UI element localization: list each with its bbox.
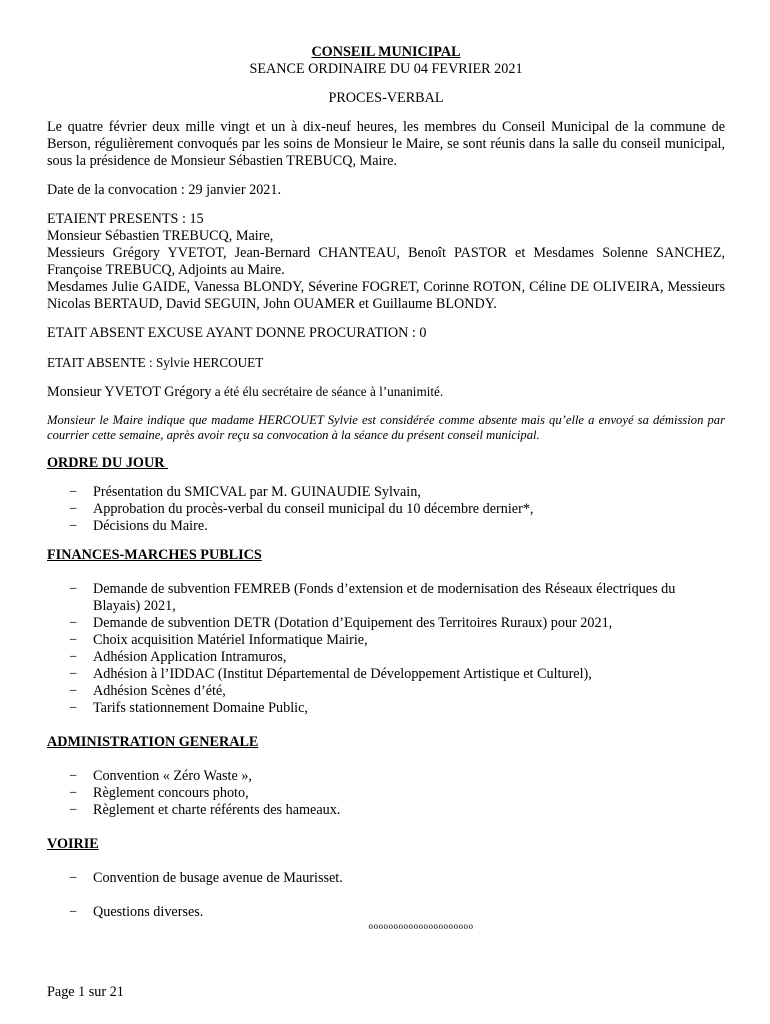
section-heading-voirie: VOIRIE (47, 836, 99, 852)
section-heading-administration: ADMINISTRATION GENERALE (47, 734, 259, 750)
secretaire-text: a été élu secrétaire de séance à l’unanimité. (211, 384, 444, 399)
section-heading-finances: FINANCES-MARCHES PUBLICS (47, 547, 262, 563)
dash-bullet: − (69, 484, 78, 500)
list-item: − Questions diverses. (69, 904, 204, 920)
list-item: − Adhésion Scènes d’été, (69, 683, 226, 699)
ordre-list (47, 484, 725, 535)
list-item: − Approbation du procès-verbal du conseil municipal du 10 décembre dernier*, (69, 501, 534, 517)
dash-bullet: − (69, 518, 78, 534)
dash-bullet: − (69, 615, 78, 631)
absente: ETAIT ABSENTE : Sylvie HERCOUET (47, 355, 264, 370)
dash-bullet: − (69, 904, 78, 920)
doc-type: PROCES-VERBAL (328, 90, 444, 106)
presents-line: Mesdames Julie GAIDE, Vanessa BLONDY, Séverine FOGRET, Corinne ROTON, Céline DE OLIVEIRA, Messieurs Nicolas BERTAUD, David SEGUIN, John OUAMER et Guillaume BLONDY. (47, 279, 725, 312)
section-heading-ordre: ORDRE DU JOUR (47, 455, 168, 471)
presents-line: Monsieur Sébastien TREBUCQ, Maire, (47, 228, 274, 244)
presents-block (47, 211, 725, 313)
presents-heading: ETAIENT PRESENTS : 15 (47, 211, 204, 227)
list-item: − Convention de busage avenue de Maurisset. (69, 870, 343, 886)
document-title: CONSEIL MUNICIPAL (311, 44, 461, 60)
dash-bullet: − (69, 802, 78, 818)
page-number: Page 1 sur 21 (47, 984, 124, 1000)
list-item: − Tarifs stationnement Domaine Public, (69, 700, 308, 716)
list-item: − Choix acquisition Matériel Informatique Mairie, (69, 632, 368, 648)
voirie-list (47, 870, 725, 887)
document-page (47, 44, 725, 931)
maire-note: Monsieur le Maire indique que madame HERCOUET Sylvie est considérée comme absente mais qu’elle a envoyé sa démission par courrier cette semaine, après avoir reçu sa convocation à la séance du présent conseil municipal. (47, 413, 725, 442)
dash-bullet: − (69, 649, 78, 665)
list-item: − Demande de subvention DETR (Dotation d’Equipement des Territoires Ruraux) pour 2021, (69, 615, 613, 631)
presents-line: Messieurs Grégory YVETOT, Jean-Bernard CHANTEAU, Benoît PASTOR et Mesdames Solenne SANCHEZ, Françoise TREBUCQ, Adjoints au Maire. (47, 245, 725, 278)
questions-list (47, 904, 725, 921)
list-item: − Présentation du SMICVAL par M. GUINAUDIE Sylvain, (69, 484, 421, 500)
dash-bullet: − (69, 700, 78, 716)
dash-bullet: − (69, 632, 78, 648)
list-item: − Adhésion à l’IDDAC (Institut Départemental de Développement Artistique et Culturel), (69, 666, 592, 682)
list-item: − Convention « Zéro Waste », (69, 768, 252, 784)
dash-bullet: − (69, 683, 78, 699)
dash-bullet: − (69, 581, 78, 597)
dash-bullet: − (69, 501, 78, 517)
list-item: − Règlement concours photo, (69, 785, 249, 801)
list-item: − Décisions du Maire. (69, 518, 208, 534)
separator-dots: ooooooooooooooooooooo (368, 921, 474, 931)
list-item: − Règlement et charte référents des hameaux. (69, 802, 341, 818)
dash-bullet: − (69, 666, 78, 682)
dash-bullet: − (69, 870, 78, 886)
convocation-date: Date de la convocation : 29 janvier 2021. (47, 182, 282, 198)
dash-bullet: − (69, 785, 78, 801)
intro-paragraph: Le quatre février deux mille vingt et un à dix-neuf heures, les membres du Conseil Municipal de la commune de Berson, régulièrement convoqués par les soins de Monsieur le Maire, se sont réunis dans la salle du conseil municipal, sous la présidence de Monsieur Sébastien TREBUCQ, Maire. (47, 119, 725, 169)
administration-list (47, 768, 725, 819)
secretaire-name: Monsieur YVETOT Grégory (47, 384, 212, 400)
session-subtitle: SEANCE ORDINAIRE DU 04 FEVRIER 2021 (249, 61, 523, 77)
list-item: − Adhésion Application Intramuros, (69, 649, 287, 665)
secretaire-line (47, 383, 725, 401)
finances-list (47, 581, 725, 717)
list-item: − Demande de subvention FEMREB (Fonds d’extension et de modernisation des Réseaux électriques du Blayais) 2021, (69, 581, 676, 614)
absent-excuse: ETAIT ABSENT EXCUSE AYANT DONNE PROCURATION : 0 (47, 325, 427, 341)
dash-bullet: − (69, 768, 78, 784)
